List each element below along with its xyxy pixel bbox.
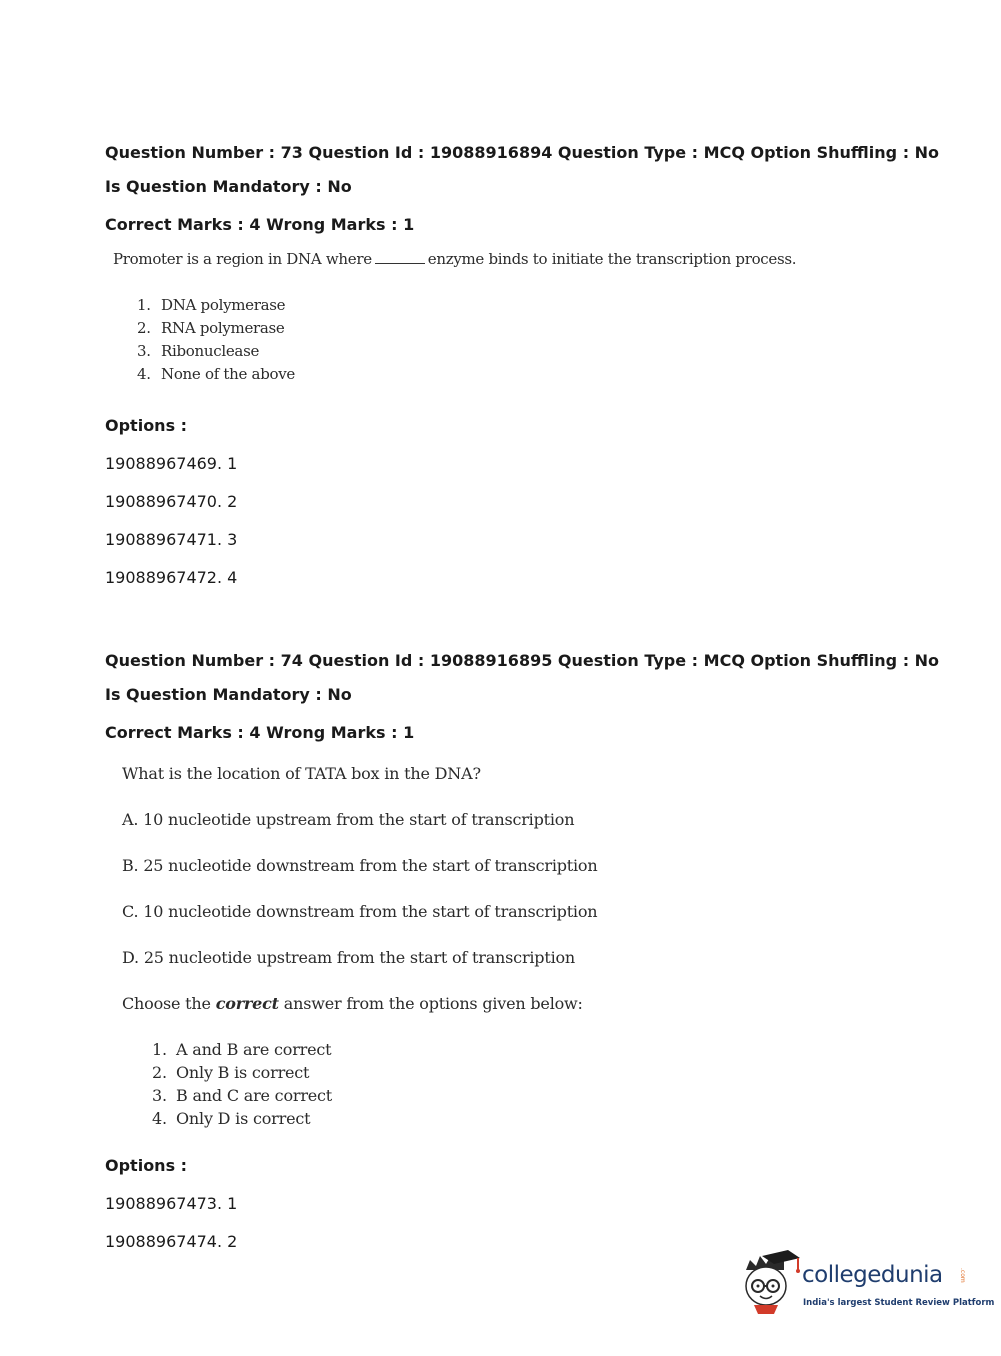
question-74-text: What is the location of TATA box in the DNA? xyxy=(122,764,481,783)
question-73-header: Question Number : 73 Question Id : 19088916894 Question Type : MCQ Option Shuffling : No xyxy=(105,143,940,162)
logo-suffix: .com xyxy=(959,1268,966,1283)
question-73-marks: Correct Marks : 4 Wrong Marks : 1 xyxy=(105,215,415,234)
question-74-choice: 3. B and C are correct xyxy=(152,1086,333,1105)
question-73-options-label: Options : xyxy=(105,416,188,435)
question-74-statement: C. 10 nucleotide downstream from the start of transcription xyxy=(122,902,598,921)
question-73-choice: 3. Ribonuclease xyxy=(137,342,260,360)
question-74-marks: Correct Marks : 4 Wrong Marks : 1 xyxy=(105,723,415,742)
collegedunia-logo xyxy=(740,1248,995,1318)
question-74-mandatory: Is Question Mandatory : No xyxy=(105,685,352,704)
question-74-statement: A. 10 nucleotide upstream from the start of transcription xyxy=(122,810,575,829)
logo-tagline: India's largest Student Review Platform xyxy=(803,1298,995,1308)
question-73-choice: 1. DNA polymerase xyxy=(137,296,286,314)
mascot-icon xyxy=(740,1248,802,1318)
question-74-instruction: Choose the correct answer from the options given below: xyxy=(122,994,583,1013)
question-74-statement: D. 25 nucleotide upstream from the start of transcription xyxy=(122,948,576,967)
question-73-text-after: enzyme binds to initiate the transcription process. xyxy=(427,250,797,268)
question-73-option: 19088967472. 4 xyxy=(105,568,238,587)
question-73-option: 19088967469. 1 xyxy=(105,454,238,473)
question-73-choice: 4. None of the above xyxy=(137,365,295,383)
question-73-text-before: Promoter is a region in DNA where xyxy=(113,250,372,268)
question-73-option: 19088967471. 3 xyxy=(105,530,238,549)
question-74-header: Question Number : 74 Question Id : 19088916895 Question Type : MCQ Option Shuffling : No xyxy=(105,651,940,670)
question-74-choice: 1. A and B are correct xyxy=(152,1040,332,1059)
question-74-choice: 4. Only D is correct xyxy=(152,1109,311,1128)
question-74-option: 19088967474. 2 xyxy=(105,1232,238,1251)
question-74-options-label: Options : xyxy=(105,1156,188,1175)
question-73-choice: 2. RNA polymerase xyxy=(137,319,285,337)
question-74-choice: 2. Only B is correct xyxy=(152,1063,310,1082)
question-73-option: 19088967470. 2 xyxy=(105,492,238,511)
question-74-statement: B. 25 nucleotide downstream from the start of transcription xyxy=(122,856,598,875)
question-73-blank xyxy=(375,251,425,264)
question-73-text xyxy=(113,250,796,268)
logo-wordmark: collegedunia xyxy=(802,1262,943,1288)
question-73-mandatory: Is Question Mandatory : No xyxy=(105,177,352,196)
question-74-option: 19088967473. 1 xyxy=(105,1194,238,1213)
